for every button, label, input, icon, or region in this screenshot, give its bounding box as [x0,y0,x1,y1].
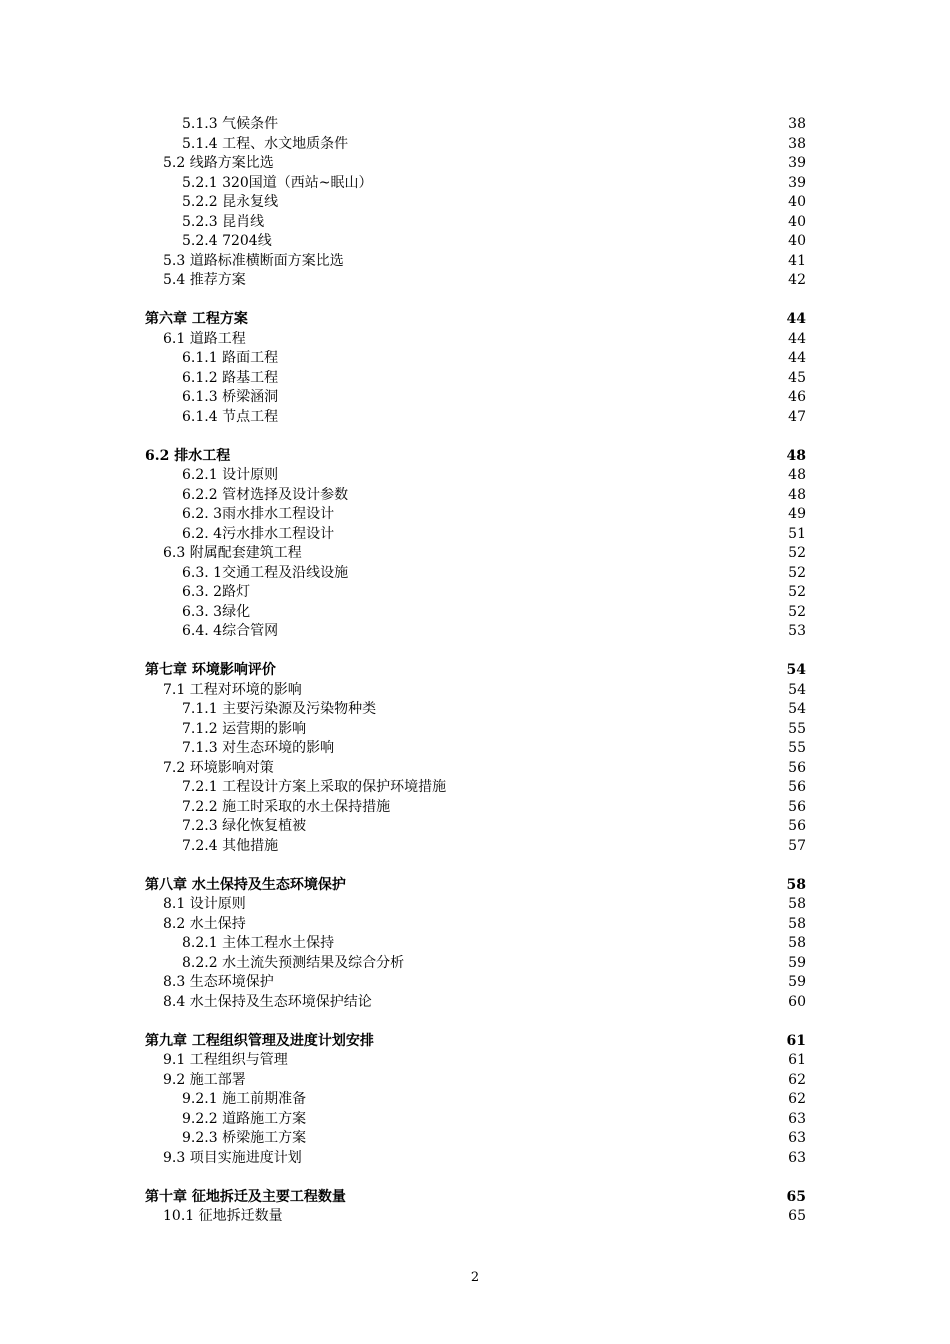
toc-entry-page: 62 [788,1091,806,1107]
toc-entry[interactable] [145,1090,806,1110]
toc-entry-title: 9.2 施工部署 [163,1071,246,1088]
toc-entry-page: 40 [788,233,806,249]
toc-entry[interactable] [145,954,806,974]
toc-entry-title: 6.4. 4综合管网 [182,623,279,639]
toc-entry-page: 40 [788,213,806,230]
toc-entry-title: 7.1 工程对环境的影响 [163,681,302,698]
section-gap [145,1168,806,1188]
toc-entry[interactable] [145,720,806,740]
toc-entry-page: 49 [788,506,806,522]
toc-entry-page: 61 [788,1052,806,1068]
toc-entry[interactable] [145,525,806,545]
toc-entry[interactable] [145,252,806,272]
toc-entry-title: 5.3 道路标准横断面方案比选 [163,252,344,269]
toc-entry[interactable] [145,915,806,935]
toc-entry-page: 45 [788,369,806,386]
toc-entry[interactable] [145,739,806,759]
toc-entry-title: 第八章 水土保持及生态环境保护 [145,876,346,893]
toc-chapter-entry[interactable] [145,310,806,330]
toc-entry-page: 56 [788,759,806,776]
toc-entry-page: 51 [788,525,806,542]
toc-entry[interactable] [145,681,806,701]
toc-entry-page: 48 [788,486,806,503]
toc-entry-title: 7.1.3 对生态环境的影响 [182,740,335,756]
toc-chapter-entry[interactable] [145,1032,806,1052]
toc-entry-page: 65 [786,1188,806,1205]
toc-entry-title: 9.2.3 桥梁施工方案 [182,1130,307,1146]
toc-entry[interactable] [145,1110,806,1130]
toc-entry-title: 6.1.2 路基工程 [182,369,279,386]
toc-entry-page: 52 [788,603,806,620]
toc-entry-page: 55 [788,740,806,756]
toc-entry[interactable] [145,213,806,233]
section-gap [145,291,806,311]
toc-entry-page: 59 [788,974,806,990]
toc-entry-title: 8.2.2 水土流失预测结果及综合分析 [182,954,405,971]
toc-entry[interactable] [145,1149,806,1169]
toc-entry[interactable] [145,544,806,564]
toc-entry-page: 52 [788,584,806,600]
toc-entry[interactable] [145,817,806,837]
toc-entry-title: 5.2.4 7204线 [182,233,272,249]
toc-entry[interactable] [145,154,806,174]
toc-entry-title: 7.2.2 施工时采取的水土保持措施 [182,798,391,815]
toc-entry[interactable] [145,778,806,798]
toc-entry-page: 38 [788,116,806,132]
toc-entry[interactable] [145,700,806,720]
toc-entry-title: 8.4 水土保持及生态环境保护结论 [163,993,372,1010]
toc-entry-title: 第九章 工程组织管理及进度计划安排 [145,1032,374,1049]
toc-entry-page: 39 [788,155,806,171]
toc-entry-page: 47 [788,408,806,425]
toc-entry-page: 60 [788,993,806,1010]
section-gap [145,1012,806,1032]
toc-entry-page: 58 [788,896,806,912]
toc-entry[interactable] [145,330,806,350]
toc-entry-page: 39 [788,174,806,191]
toc-entry-title: 第十章 征地拆迁及主要工程数量 [145,1188,346,1205]
toc-entry-page: 53 [788,623,806,639]
toc-entry[interactable] [145,1071,806,1091]
toc-entry-title: 8.2 水土保持 [163,915,246,932]
toc-entry-title: 5.2.2 昆永复线 [182,194,279,210]
toc-entry[interactable] [145,1207,806,1227]
toc-entry-page: 44 [788,350,806,366]
toc-entry-title: 7.2.3 绿化恢复植被 [182,818,307,834]
toc-entry-title: 6.2. 3雨水排水工程设计 [182,506,335,522]
toc-entry-page: 58 [788,915,806,932]
toc-entry-page: 48 [786,447,806,464]
toc-entry-title: 6.2.2 管材选择及设计参数 [182,486,349,503]
toc-entry-title: 5.2.3 昆肖线 [182,213,265,230]
toc-entry-page: 63 [788,1130,806,1146]
toc-entry-page: 56 [788,798,806,815]
toc-entry-title: 7.1.1 主要污染源及污染物种类 [182,701,377,717]
toc-entry[interactable] [145,603,806,623]
toc-entry-title: 6.1.4 节点工程 [182,408,279,425]
toc-entry-title: 5.2.1 320国道（西站~眠山） [182,174,373,191]
toc-entry-page: 61 [786,1032,806,1049]
toc-entry-title: 6.1.1 路面工程 [182,350,279,366]
section-gap [145,642,806,662]
toc-entry-title: 10.1 征地拆迁数量 [163,1208,283,1224]
toc-entry[interactable] [145,232,806,252]
page-number: 2 [470,1270,480,1285]
toc-entry-page: 44 [786,311,806,327]
toc-entry-page: 59 [788,954,806,971]
toc-entry-page: 56 [788,779,806,795]
toc-entry[interactable] [145,759,806,779]
toc-entry-title: 9.2.2 道路施工方案 [182,1110,307,1127]
toc-entry-title: 第六章 工程方案 [145,311,248,327]
toc-entry-title: 6.2 排水工程 [145,447,231,464]
toc-entry-page: 42 [788,272,806,288]
toc-entry-page: 63 [788,1149,806,1166]
toc-entry-title: 6.3. 1交通工程及沿线设施 [182,564,349,581]
toc-entry[interactable] [145,1051,806,1071]
toc-entry[interactable] [145,115,806,135]
toc-chapter-entry[interactable] [145,876,806,896]
toc-entry-page: 55 [788,720,806,737]
toc-entry-page: 54 [788,701,806,717]
toc-entry-page: 54 [788,681,806,698]
toc-entry-page: 56 [788,818,806,834]
toc-entry[interactable] [145,895,806,915]
toc-entry[interactable] [145,993,806,1013]
toc-entry-title: 8.3 生态环境保护 [163,974,274,990]
toc-entry-title: 6.3. 2路灯 [182,584,251,600]
toc-entry[interactable] [145,583,806,603]
toc-entry-page: 44 [788,330,806,347]
toc-entry-page: 46 [788,389,806,405]
toc-entry[interactable] [145,564,806,584]
toc-entry[interactable] [145,349,806,369]
toc-entry[interactable] [145,466,806,486]
toc-chapter-entry[interactable] [145,1188,806,1208]
toc-entry[interactable] [145,408,806,428]
toc-entry[interactable] [145,369,806,389]
toc-entry-title: 5.4 推荐方案 [163,272,246,288]
toc-entry-page: 62 [788,1071,806,1088]
toc-entry-title: 第七章 环境影响评价 [145,662,276,678]
toc-chapter-entry[interactable] [145,661,806,681]
toc-entry-page: 52 [788,564,806,581]
toc-entry-title: 9.1 工程组织与管理 [163,1052,288,1068]
toc-entry[interactable] [145,1129,806,1149]
toc-entry-title: 6.2.1 设计原则 [182,467,279,483]
toc-entry-title: 6.1.3 桥梁涵洞 [182,389,279,405]
toc-entry-page: 65 [788,1208,806,1224]
toc-entry[interactable] [145,174,806,194]
toc-entry-page: 58 [788,935,806,951]
toc-entry-title: 5.1.4 工程、水文地质条件 [182,135,349,152]
toc-entry-title: 7.2 环境影响对策 [163,759,274,776]
toc-entry-title: 6.2. 4污水排水工程设计 [182,525,335,542]
toc-entry-title: 6.1 道路工程 [163,330,246,347]
toc-entry[interactable] [145,505,806,525]
toc-chapter-entry[interactable] [145,447,806,467]
toc-entry[interactable] [145,798,806,818]
toc-entry-page: 63 [788,1110,806,1127]
section-gap [145,427,806,447]
toc-entry[interactable] [145,837,806,857]
toc-entry[interactable] [145,622,806,642]
toc-entry-title: 5.1.3 气候条件 [182,116,279,132]
toc-entry-title: 8.1 设计原则 [163,896,246,912]
section-gap [145,856,806,876]
toc-entry-title: 7.1.2 运营期的影响 [182,720,307,737]
toc-entry-title: 7.2.4 其他措施 [182,837,279,854]
toc-entry[interactable] [145,193,806,213]
table-of-contents [145,115,806,1227]
toc-entry-page: 58 [786,876,806,893]
toc-entry-title: 5.2 线路方案比选 [163,155,274,171]
toc-entry[interactable] [145,135,806,155]
toc-entry-title: 9.3 项目实施进度计划 [163,1149,302,1166]
toc-entry-page: 41 [788,252,806,269]
toc-entry-page: 38 [788,135,806,152]
toc-entry-page: 57 [788,837,806,854]
toc-entry[interactable] [145,973,806,993]
toc-entry-page: 48 [788,467,806,483]
toc-entry-page: 40 [788,194,806,210]
toc-entry-page: 52 [788,545,806,561]
toc-entry-title: 7.2.1 工程设计方案上采取的保护环境措施 [182,779,447,795]
toc-entry-title: 6.3. 3绿化 [182,603,251,620]
toc-entry[interactable] [145,934,806,954]
toc-entry-page: 54 [786,662,806,678]
toc-entry-title: 8.2.1 主体工程水土保持 [182,935,335,951]
toc-entry-title: 6.3 附属配套建筑工程 [163,545,302,561]
toc-entry[interactable] [145,486,806,506]
toc-entry[interactable] [145,388,806,408]
toc-entry-title: 9.2.1 施工前期准备 [182,1091,307,1107]
toc-entry[interactable] [145,271,806,291]
